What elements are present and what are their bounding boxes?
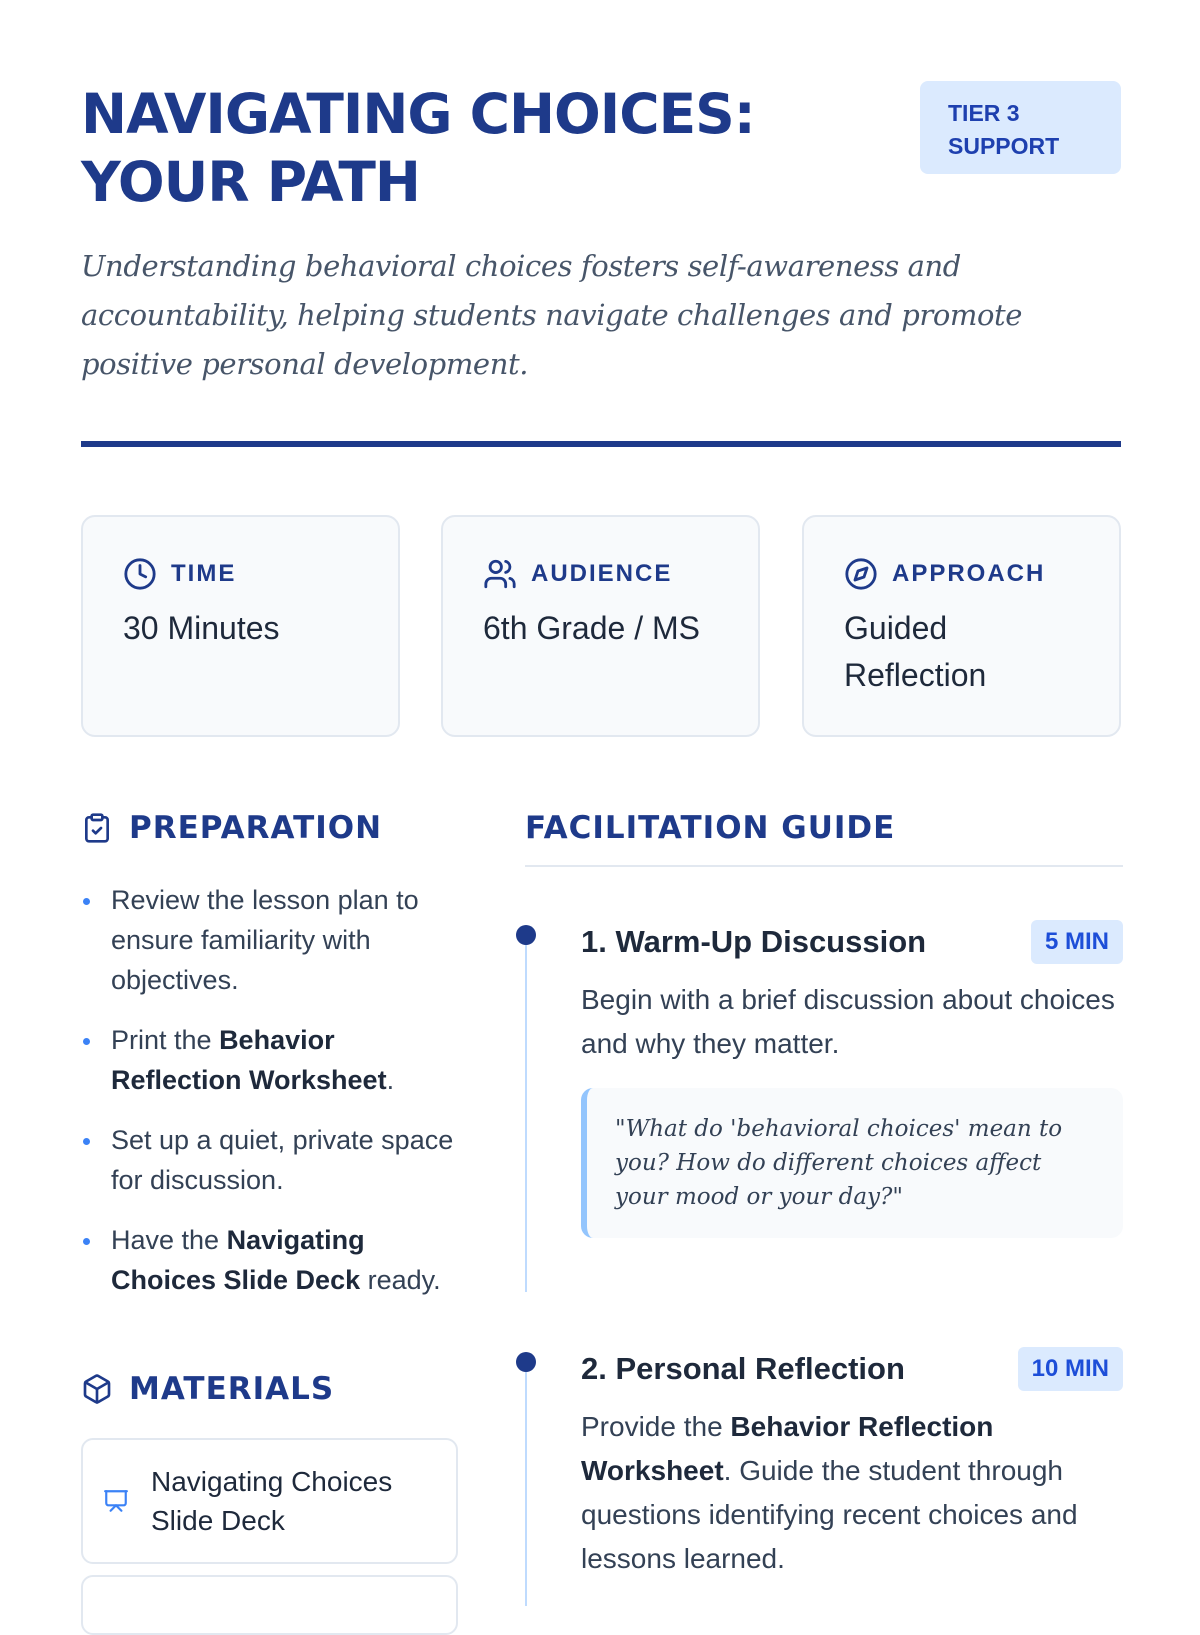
info-value-approach-line-1: Guided bbox=[844, 610, 948, 646]
facilitation-step-2 bbox=[581, 1347, 1123, 1581]
facilitation-heading bbox=[525, 810, 895, 846]
material-label-line-1: Navigating Choices bbox=[151, 1466, 393, 1497]
material-item-slide-deck[interactable] bbox=[81, 1438, 458, 1564]
package-icon bbox=[81, 1373, 113, 1405]
info-value-audience: 6th Grade / MS bbox=[483, 610, 700, 646]
preparation-title: PREPARATION bbox=[129, 810, 383, 846]
step-time-badge: 10 MIN bbox=[1018, 1347, 1123, 1391]
material-item-next[interactable] bbox=[81, 1575, 458, 1635]
step-text-part: Provide the bbox=[581, 1411, 731, 1442]
list-item bbox=[81, 880, 461, 1000]
info-label-time: TIME bbox=[171, 560, 237, 587]
prep-item-text: Print the bbox=[111, 1025, 220, 1055]
timeline-dot bbox=[516, 925, 536, 945]
step-time-badge: 5 MIN bbox=[1031, 920, 1123, 964]
info-label-approach: APPROACH bbox=[892, 560, 1046, 587]
facilitation-title: FACILITATION GUIDE bbox=[525, 810, 896, 846]
timeline-line bbox=[525, 1366, 527, 1606]
clipboard-check-icon bbox=[81, 812, 113, 844]
info-value-time: 30 Minutes bbox=[123, 610, 280, 646]
header-divider bbox=[81, 441, 1121, 447]
prep-item-text: . bbox=[386, 1065, 395, 1095]
page-subtitle: Understanding behavioral choices fosters self-awareness and accountability, helping students navigate challenges and promote positive personal development. bbox=[81, 249, 1023, 381]
prep-item-bold: Behavior Reflection Worksheet bbox=[111, 1025, 387, 1095]
tier-badge-line-2: SUPPORT bbox=[948, 133, 1060, 159]
page-title bbox=[81, 80, 841, 216]
preparation-list bbox=[81, 880, 461, 1320]
materials-title: MATERIALS bbox=[129, 1371, 335, 1407]
prep-item-text: ready. bbox=[360, 1265, 441, 1295]
info-value-approach-line-2: Reflection bbox=[844, 657, 987, 693]
step-description bbox=[581, 1405, 1123, 1581]
info-value-approach bbox=[844, 605, 1079, 699]
list-item bbox=[81, 1120, 461, 1200]
prep-item-text: Set up a quiet, private space for discussion. bbox=[111, 1125, 454, 1195]
materials-heading bbox=[81, 1371, 334, 1407]
compass-icon bbox=[844, 557, 878, 591]
step-title: 1. Warm-Up Discussion bbox=[581, 924, 927, 959]
timeline-line bbox=[525, 940, 527, 1292]
prep-item-bold: Navigating Choices Slide Deck bbox=[111, 1225, 365, 1295]
step-description: Begin with a brief discussion about choices and why they matter. bbox=[581, 984, 1115, 1059]
list-item bbox=[81, 1020, 461, 1100]
users-icon bbox=[483, 557, 517, 591]
prep-item-text: Review the lesson plan to ensure familiarity with objectives. bbox=[111, 885, 419, 995]
info-card-audience bbox=[441, 515, 760, 737]
tier-badge-line-1: TIER 3 bbox=[948, 100, 1020, 126]
list-item bbox=[81, 1220, 461, 1300]
material-label-line-2: Slide Deck bbox=[151, 1505, 285, 1536]
prep-item-text: Have the bbox=[111, 1225, 227, 1255]
info-card-time bbox=[81, 515, 400, 737]
facilitation-step-1 bbox=[581, 920, 1123, 1238]
title-line-2: YOUR PATH bbox=[81, 150, 420, 214]
presentation-icon bbox=[103, 1488, 129, 1514]
material-label bbox=[151, 1462, 392, 1540]
clock-icon bbox=[123, 557, 157, 591]
step-title: 2. Personal Reflection bbox=[581, 1351, 905, 1386]
preparation-heading bbox=[81, 810, 382, 846]
title-line-1: NAVIGATING CHOICES: bbox=[81, 82, 755, 146]
step-text-bold: Behavior Reflection Worksheet bbox=[581, 1411, 994, 1486]
tier-badge bbox=[920, 81, 1121, 174]
timeline-dot bbox=[516, 1352, 536, 1372]
info-label-audience: AUDIENCE bbox=[531, 560, 673, 587]
step-text-part: . Guide the student through questions identifying recent choices and lessons learned. bbox=[581, 1455, 1078, 1574]
step-quote: "What do 'behavioral choices' mean to you? How do different choices affect your mood or your day?" bbox=[581, 1088, 1123, 1238]
info-card-approach bbox=[802, 515, 1121, 737]
facilitation-divider bbox=[525, 865, 1123, 867]
